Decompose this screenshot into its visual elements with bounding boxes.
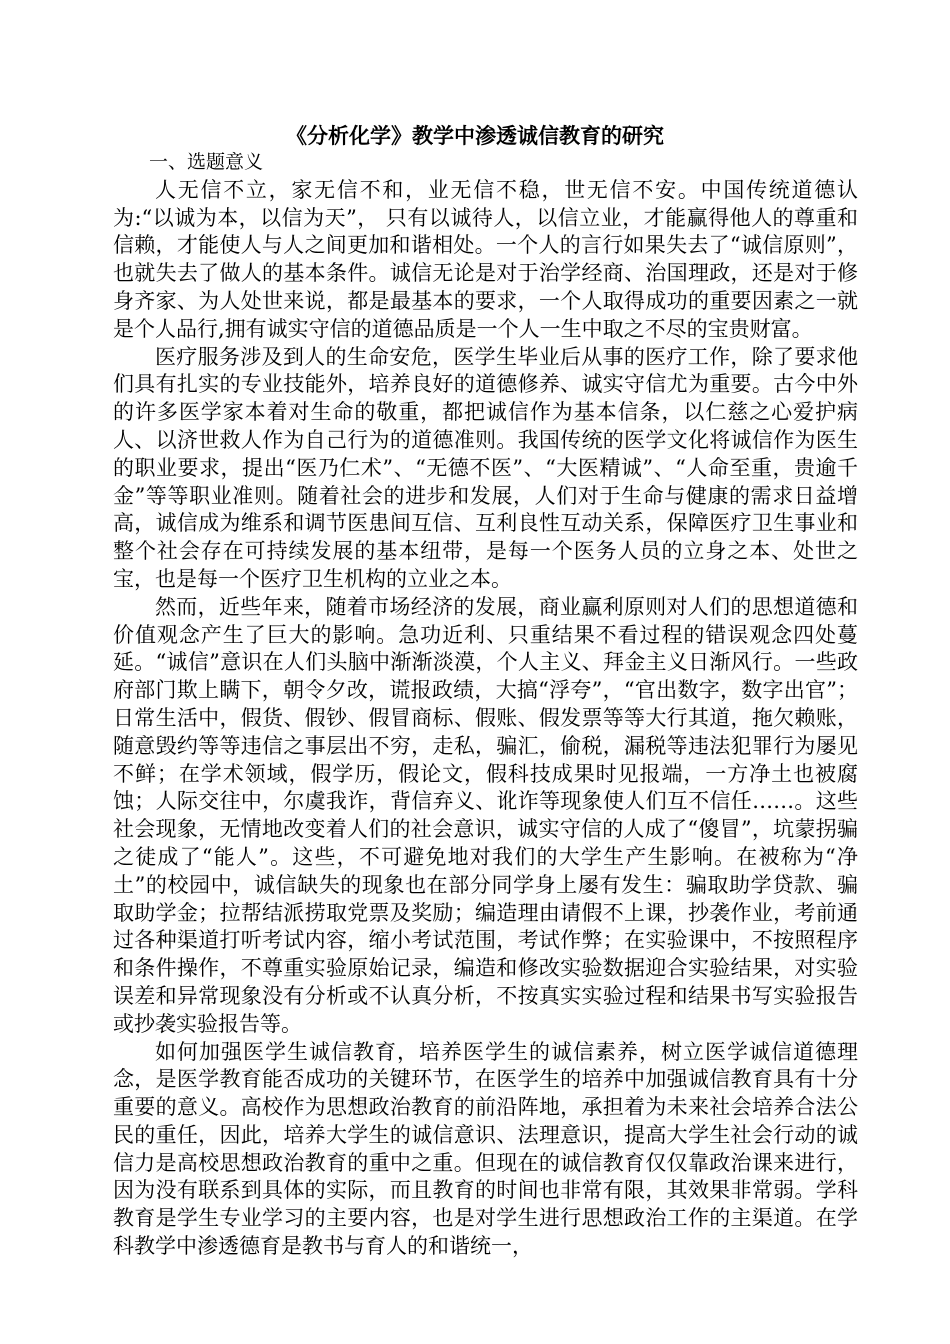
- paragraph-2: 医疗服务涉及到人的生命安危，医学生毕业后从事的医疗工作，除了要求他们具有扎实的专业技能外，培养良好的道德修养、诚实守信尤为重要。古今中外的许多医学家本着对生命的敬重，都把诚信作为基本信条，以仁慈之心爱护病人、以济世救人作为自己行为的道德准则。我国传统的医学文化将诚信作为医生的职业要求，提出“医乃仁术”、“无德不医”、“大医精诚”、“人命至重，贵逾千金”等等职业准则。随着社会的进步和发展，人们对于生命与健康的需求日益增高，诚信成为维系和调节医患间互信、互利良性互动关系，保障医疗卫生事业和整个社会存在可持续发展的基本纽带，是每一个医务人员的立身之本、处世之宝，也是每一个医疗卫生机构的立业之本。: [113, 344, 858, 591]
- document-body: [113, 149, 858, 1261]
- paragraph-3: 然而，近些年来，随着市场经济的发展，商业赢利原则对人们的思想道德和价值观念产生了巨大的影响。急功近利、只重结果不看过程的错误观念四处蔓延。“诚信”意识在人们头脑中渐渐淡漠，个人主义、拜金主义日渐风行。一些政府部门欺上瞒下，朝令夕改，谎报政绩，大搞“浮夸”，“官出数字，数字出官”；日常生活中，假货、假钞、假冒商标、假账、假发票等等大行其道，拖欠赖账，随意毁约等等违信之事层出不穷，走私，骗汇，偷税，漏税等违法犯罪行为屡见不鲜；在学术领域，假学历，假论文，假科技成果时见报端，一方净土也被腐蚀；人际交往中，尔虞我诈，背信弃义、讹诈等现象使人们互不信任……。这些社会现象，无情地改变着人们的社会意识，诚实守信的人成了“傻冒”，坑蒙拐骗之徒成了“能人”。这些，不可避免地对我们的大学生产生影响。在被称为“净土”的校园中，诚信缺失的现象也在部分同学身上屡有发生：骗取助学贷款、骗取助学金；拉帮结派捞取党票及奖励；编造理由请假不上课，抄袭作业，考前通过各种渠道打听考试内容，缩小考试范围，考试作弊；在实验课中，不按照程序和条件操作，不尊重实验原始记录，编造和修改实验数据迎合实验结果，对实验误差和异常现象没有分析或不认真分析，不按真实实验过程和结果书写实验报告或抄袭实验报告等。: [113, 594, 858, 1036]
- paragraph-1: 人无信不立，家无信不和，业无信不稳，世无信不安。中国传统道德认为:“以诚为本，以信为天”， 只有以诚待人，以信立业，才能赢得他人的尊重和信赖，才能使人与人之间更加和谐相处。一个人的言行如果失去了“诚信原则”，也就失去了做人的基本条件。诚信无论是对于治学经商、治国理政，还是对于修身齐家、为人处世来说，都是最基本的要求，一个人取得成功的重要因素之一就是个人品行,拥有诚实守信的道德品质是一个人一生中取之不尽的宝贵财富。: [113, 177, 858, 341]
- document-title: 《分析化学》教学中渗透诚信教育的研究: [286, 124, 664, 148]
- paragraph-4: 如何加强医学生诚信教育，培养医学生的诚信素养，树立医学诚信道德理念，是医学教育能否成功的关键环节，在医学生的培养中加强诚信教育具有十分重要的意义。高校作为思想政治教育的前沿阵地，承担着为未来社会培养合法公民的重任，因此，培养大学生的诚信意识、法理意识，提高大学生社会行动的诚信力是高校思想政治教育的重中之重。但现在的诚信教育仅仅靠政治课来进行，因为没有联系到具体的实际，而且教育的时间也非常有限，其效果非常弱。学科教育是学生专业学习的主要内容，也是对学生进行思想政治工作的主渠道。在学科教学中渗透德育是教书与育人的和谐统一，: [113, 1039, 858, 1259]
- section-heading: 一、选题意义: [149, 151, 264, 173]
